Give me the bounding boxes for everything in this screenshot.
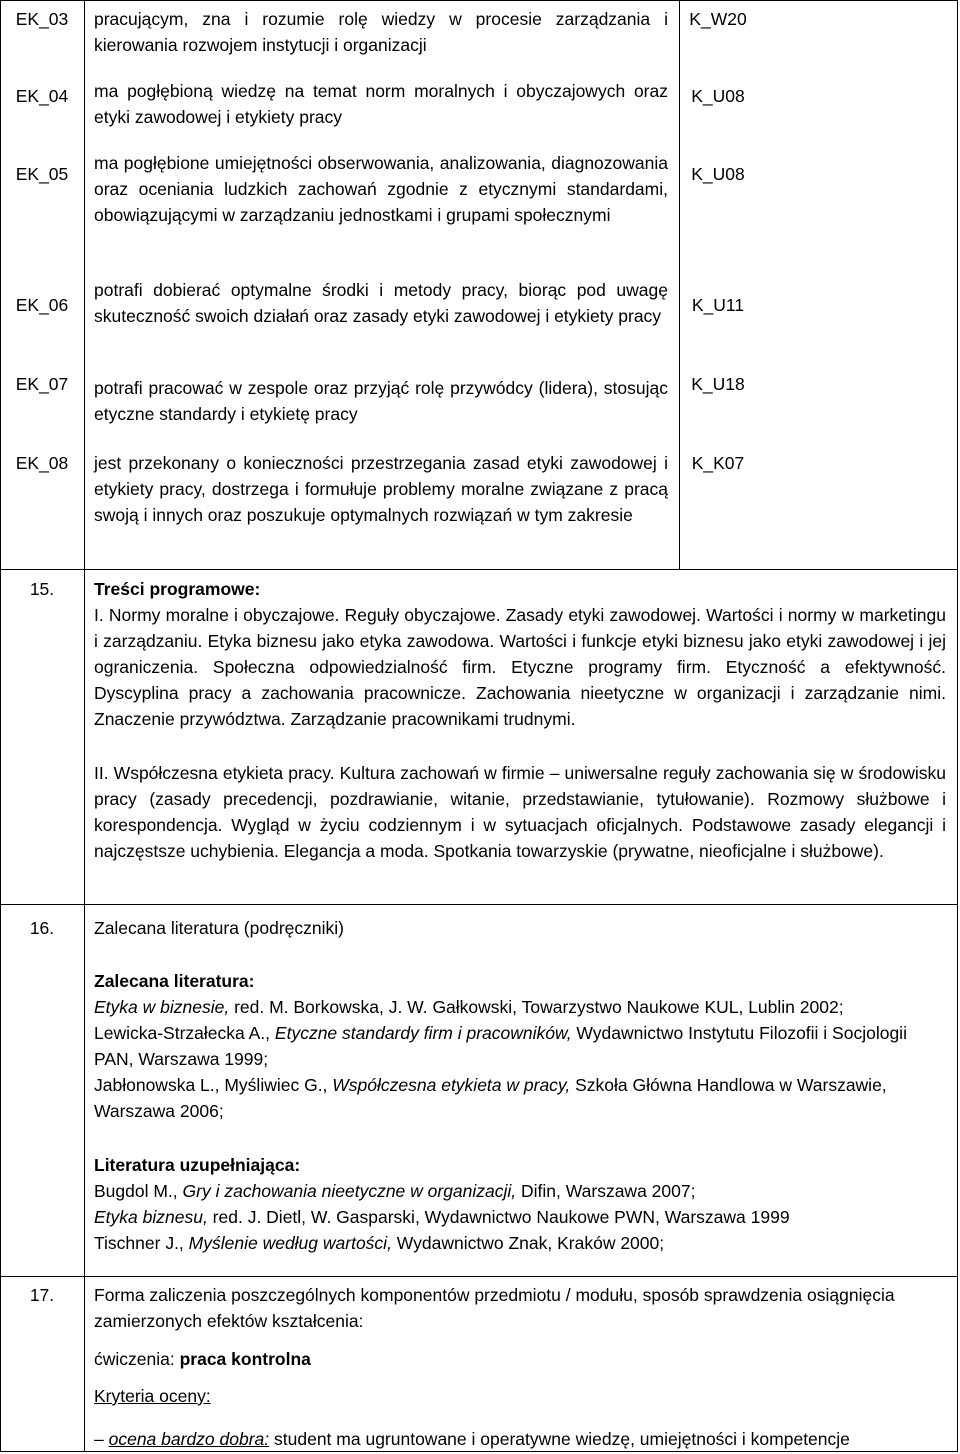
literature-item: Lewicka-Strzałecka A., Etyczne standardy firm i pracowników, Wydawnictwo Instytutu Filozofii i Socjologii PAN, Warszawa 1999;	[94, 1023, 907, 1069]
table-top-border	[0, 0, 958, 1]
exercises-line	[94, 1346, 946, 1372]
section-title: Treści programowe:	[94, 579, 261, 599]
number-column-divider	[84, 569, 85, 1452]
criteria-heading: Kryteria oceny:	[94, 1386, 211, 1406]
section-divider-15-16	[0, 904, 958, 905]
section-divider-16-17	[0, 1276, 958, 1277]
outcome-reference: K_U08	[691, 86, 745, 106]
outcome-code: EK_06	[15, 295, 69, 315]
grade-criterion	[94, 1426, 946, 1452]
outcome-code: EK_04	[15, 86, 69, 106]
literature-item: Tischner J., Myślenie według wartości, Wydawnictwo Znak, Kraków 2000;	[94, 1233, 665, 1253]
outcome-reference: K_U18	[691, 374, 745, 394]
grade-description: student ma ugruntowane i operatywne wiedzę, umiejętności i kompetencje	[269, 1429, 850, 1449]
outcome-reference: K_W20	[689, 9, 747, 29]
outcome-reference: K_U11	[691, 295, 745, 315]
program-content-part-1: I. Normy moralne i obyczajowe. Reguły obyczajowe. Zasady etyki zawodowej. Wartości i normy w marketingu i zarządzaniu. Etyka biznesu jako etyka zawodowa. Wartości i funkcje etyki biznesu jako etyki zawodowej i jej ograniczenia. Społeczna odpowiedzialność firm. Etyczne programy firm. Etyczność a efektywność. Dyscyplina pracy a zachowania pracownicze. Zachowania nieetyczne w organizacji i zarządzanie nimi. Znaczenie przywództwa. Zarządzanie pracownikami trudnymi.	[94, 605, 946, 729]
outcome-description: jest przekonany o konieczności przestrzegania zasad etyki zawodowej i etykiety pracy, dostrzega i formułuje problemy moralne związane z pracą swoją i innych oraz poszukuje optymalnych rozwiązań w tym zakresie	[94, 453, 668, 525]
exercises-label: ćwiczenia:	[94, 1349, 180, 1369]
table-left-border	[0, 0, 1, 1452]
outcome-description: potrafi pracować w zespole oraz przyjąć rolę przywódcy (lidera), stosując etyczne standardy i etykietę pracy	[94, 378, 668, 424]
outcome-description: ma pogłębione umiejętności obserwowania, analizowania, diagnozowania oraz oceniania ludzkich zachowań zgodnie z etycznymi standardami, obowiązującymi w zarządzaniu jednostkami i grupami społecznymi	[94, 153, 668, 225]
literature-item: Bugdol M., Gry i zachowania nieetyczne w organizacji, Difin, Warszawa 2007;	[94, 1181, 696, 1201]
exercises-value: praca kontrolna	[179, 1349, 311, 1369]
grade-label: ocena bardzo dobra:	[108, 1429, 270, 1449]
program-content-part-2: II. Współczesna etykieta pracy. Kultura zachowań w firmie – uniwersalne reguły zachowania się w środowisku pracy (zasady precedencji, pozdrawianie, witanie, przedstawianie, tytułowanie). Rozmowy służbowe i korespondencja. Wygląd w życiu codziennym i w sytuacjach oficjalnych. Podstawowe zasady elegancji i najczęstsze uchybienia. Elegancja a moda. Spotkania towarzyskie (prywatne, nieoficjalne i służbowe).	[94, 763, 946, 861]
section-number: 16.	[29, 918, 55, 938]
table-section-border	[0, 569, 958, 570]
literature-item: Etyka w biznesie, red. M. Borkowska, J. W. Gałkowski, Towarzystwo Naukowe KUL, Lublin 2002;	[94, 997, 844, 1017]
outcome-description: potrafi dobierać optymalne środki i metody pracy, biorąc pod uwagę skuteczność swoich działań oraz zasady etyki zawodowej i etykiety pracy	[94, 280, 668, 326]
outcome-reference: K_K07	[691, 453, 745, 473]
table-right-border	[957, 0, 958, 1452]
section-title: Forma zaliczenia poszczególnych komponentów przedmiotu / modułu, sposób sprawdzenia osiągnięcia zamierzonych efektów kształcenia:	[94, 1285, 895, 1331]
literature-item: Jabłonowska L., Myśliwiec G., Współczesna etykieta w pracy, Szkoła Główna Handlowa w Warszawie, Warszawa 2006;	[94, 1075, 887, 1121]
section-number: 15.	[29, 579, 55, 599]
outcome-code: EK_05	[15, 164, 69, 184]
section-title: Zalecana literatura (podręczniki)	[94, 918, 344, 938]
outcome-code: EK_03	[15, 9, 69, 29]
literature-item: Etyka biznesu, red. J. Dietl, W. Gasparski, Wydawnictwo Naukowe PWN, Warszawa 1999	[94, 1207, 790, 1227]
recommended-literature-list	[94, 994, 946, 1124]
outcome-code: EK_08	[15, 453, 69, 473]
column-divider-1	[84, 0, 85, 570]
list-dash: –	[94, 1429, 104, 1449]
supplementary-literature-heading: Literatura uzupełniająca:	[94, 1155, 301, 1175]
section-number: 17.	[29, 1285, 55, 1305]
outcome-reference: K_U08	[691, 164, 745, 184]
supplementary-literature-list	[94, 1178, 946, 1256]
outcome-description: pracującym, zna i rozumie rolę wiedzy w procesie zarządzania i kierowania rozwojem instytucji i organizacji	[94, 9, 668, 55]
recommended-literature-heading: Zalecana literatura:	[94, 971, 255, 991]
outcome-code: EK_07	[15, 374, 69, 394]
outcome-description: ma pogłębioną wiedzę na temat norm moralnych i obyczajowych oraz etyki zawodowej i etykiety pracy	[94, 81, 668, 127]
